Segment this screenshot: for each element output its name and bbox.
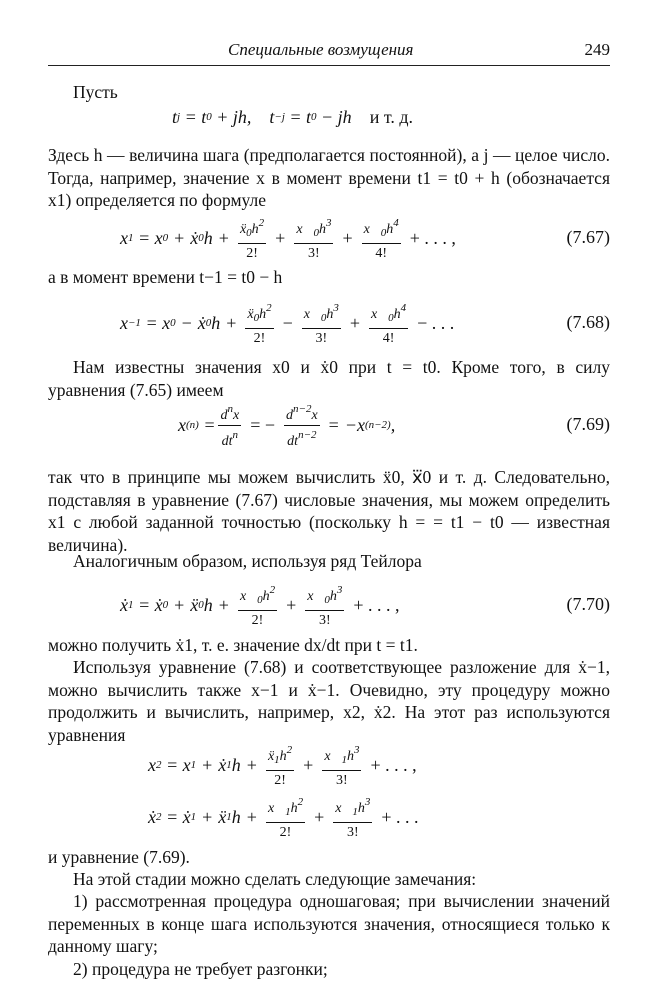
equation-label: (7.70) [566,594,610,614]
equation-7-67 [48,213,610,263]
equation-7-69 [48,400,610,450]
list-item-1: 1) рассмотренная процедура одношаговая; при вычислении значений переменных в конце шага используются значения, относящиеся только к данному шагу; [48,891,610,956]
page-number: 249 [584,40,610,59]
equation-xdot2 [48,792,610,842]
formula-body: x 1 = x 0 + ẋ 0 h + $\frac{ẍ_0h^2}{2!}$ + $\frac{x⃛_0h^3}{3!}$ + $\frac{x⃜_0h^4}{4!}$ + . . . , [120,217,456,261]
header-rule [48,65,610,66]
paragraph-derivative-result: можно получить ẋ1, т. е. значение dx/dt при t = t1. [48,635,418,655]
equation-7-70 [48,580,610,630]
equation-label: (7.68) [566,312,610,332]
formula-body: x (n) = $\frac{d^nx}{dt^n}$ = − $\frac{d^{n-2}x}{dt^{n-2}}$ = −x (n−2) , [178,403,396,449]
equation-7-68 [48,298,610,348]
formula-body: x −1 = x 0 − ẋ 0 h + $\frac{ẍ_0h^2}{2!}$ − $\frac{x⃛_0h^3}{3!}$ + $\frac{x⃜_0h^4}{4!}$ − . . . [120,302,455,346]
formula-body: t j = t 0 + jh, t −j = t 0 − jh и т. д. [172,106,413,127]
paragraph-remarks: На этой стадии можно сделать следующие замечания: [73,869,477,889]
section-title: Специальные возмущения [228,40,414,59]
moment-line: а в момент времени t−1 = t0 − h [48,267,283,287]
equation-label: (7.69) [566,414,610,434]
formula-body: ẋ 1 = ẋ 0 + ẍ 0 h + $\frac{x⃛_0h^2}{2!}$ + $\frac{x⃜_0h^3}{3!}$ + . . . , [120,584,400,628]
paragraph-step: Здесь h — величина шага (предполагается постоянной), а j — целое число. Тогда, например, значение x в момент времени t1 = t0 + h (обозначается x1) определяется по формуле [48,145,610,210]
paragraph-taylor-consequence: так что в принципе мы можем вычислить ẍ0, x⃛0 и т. д. Следовательно, подставляя в уравнение (7.67) числовые значения, мы можем определить x1 с любой заданной точностью (поскольку h = = t1 − t0 — известная величина). [48,467,610,555]
definition-formula [48,98,610,136]
paragraph-taylor-series: Аналогичным образом, используя ряд Тейлора [73,551,422,571]
paragraph-and-equation: и уравнение (7.69). [48,847,190,867]
equation-label: (7.67) [566,227,610,247]
paragraph-procedure: Используя уравнение (7.68) и соответствующее разложение для ẋ−1, можно вычислить также x−1 и ẋ−1. Очевидно, эту процедуру можно продолжить и вычислить, например, x2, ẋ2. На этот раз используются уравнения [48,657,610,745]
intro-word: Пусть [73,82,118,102]
formula-body: ẋ 2 = ẋ 1 + ẍ 1 h + $\frac{x⃛_1h^2}{2!}$ + $\frac{x⃜_1h^3}{3!}$ + . . . [148,796,419,840]
formula-body: x 2 = x 1 + ẋ 1 h + $\frac{ẍ_1h^2}{2!}$ + $\frac{x⃛_1h^3}{3!}$ + . . . , [148,744,417,788]
list-item-2: 2) процедура не требует разгонки; [73,959,328,979]
equation-x2 [48,740,610,790]
paragraph-known-values: Нам известны значения x0 и ẋ0 при t = t0. Кроме того, в силу уравнения (7.65) имеем [48,357,610,400]
running-header [48,40,610,66]
